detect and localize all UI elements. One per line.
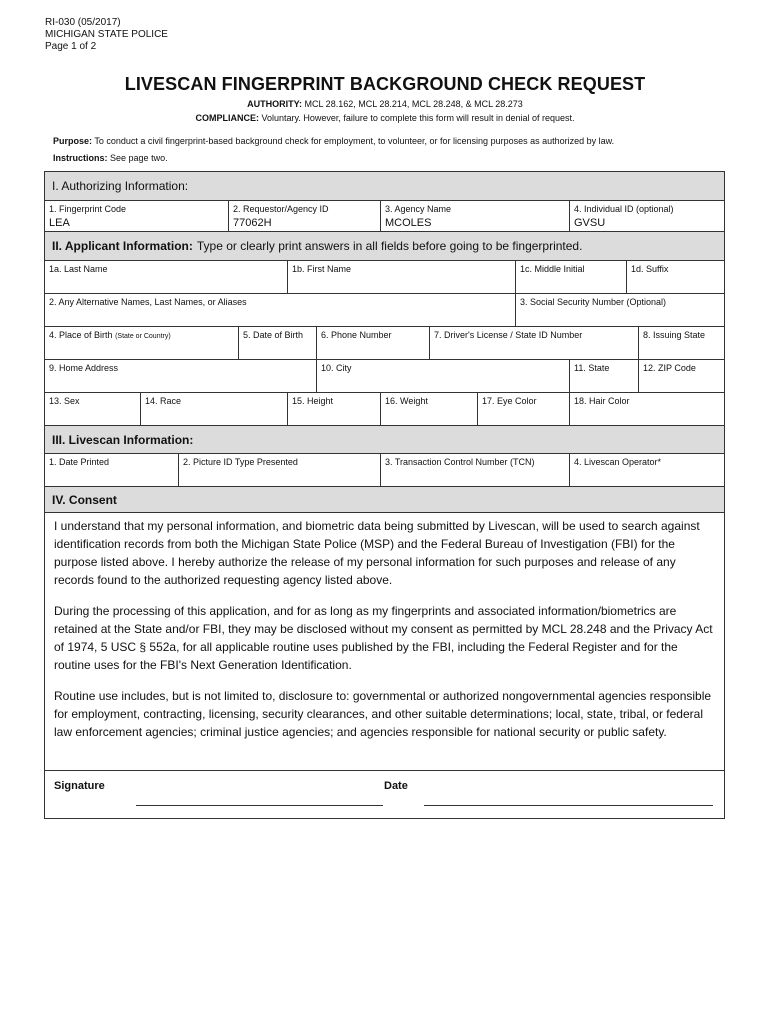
form-header — [45, 17, 168, 53]
form-number: RI-030 (05/2017) — [45, 17, 121, 28]
signature-row — [45, 770, 724, 818]
compliance-line: COMPLIANCE: Voluntary. However, failure to complete this form will result in denial of request. — [195, 113, 575, 123]
page-number: Page 1 of 2 — [45, 41, 97, 52]
consent-paragraph-2: During the processing of this application, and for as long as my fingerprints and associated information/biometrics are retained at the State and/or FBI, they may be disclosed without my consent as permitted by MCL 28.248 and the Privacy Act of 1974, 5 USC § 552a, for all applicable routine uses published by the FBI, including the Federal Register and for the routine uses for the FBI's Next Generation Identification. — [54, 604, 713, 672]
livescan-operator-field[interactable]: 4. Livescan Operator* — [574, 457, 662, 467]
weight-field[interactable]: 16. Weight — [381, 393, 478, 425]
eye-color-field[interactable]: 17. Eye Color — [478, 393, 570, 425]
ssn-field[interactable]: 3. Social Security Number (Optional) — [520, 297, 667, 307]
last-name-field[interactable]: 1a. Last Name — [45, 261, 288, 293]
issuing-state-field[interactable]: 8. Issuing State — [643, 330, 706, 340]
state-field[interactable]: 11. State — [570, 360, 639, 392]
consent-paragraph-3: Routine use includes, but is not limited to, disclosure to: governmental or authorized nongovernmental agencies responsible for employment, contracting, licensing, security clearances, and other suitable determinations; local, state, tribal, or federal law enforcement agencies; criminal justice agencies; and agencies responsible for national security or public safety. — [54, 689, 712, 739]
purpose-line: Purpose: To conduct a civil fingerprint-based background check for employment, to volunteer, or for licensing purposes as authorized by law. — [53, 136, 615, 146]
tcn-field[interactable]: 3. Transaction Control Number (TCN) — [381, 454, 570, 486]
agency-name-field[interactable]: 3. Agency Name MCOLES — [381, 201, 570, 231]
authority-line: AUTHORITY: MCL 28.162, MCL 28.214, MCL 28.248, & MCL 28.273 — [247, 99, 523, 109]
section-applicant-header: II. Applicant Information: Type or clearly print answers in all fields before going to be fingerprinted. — [45, 232, 724, 261]
requestor-agency-id-field[interactable]: 2. Requestor/Agency ID 77062H — [229, 201, 381, 231]
agency-name-value: MCOLES — [385, 217, 432, 229]
applicant-row-4 — [45, 360, 724, 393]
date-of-birth-field[interactable]: 5. Date of Birth — [239, 327, 317, 359]
applicant-row-5 — [45, 393, 724, 426]
alternative-names-field[interactable]: 2. Any Alternative Names, Last Names, or Aliases — [45, 294, 516, 326]
fingerprint-code-field[interactable]: 1. Fingerprint Code LEA — [45, 201, 229, 231]
applicant-row-2 — [45, 294, 724, 327]
authorizing-row — [45, 201, 724, 232]
middle-initial-field[interactable]: 1c. Middle Initial — [516, 261, 627, 293]
signature-line[interactable] — [136, 805, 383, 806]
race-field[interactable]: 14. Race — [141, 393, 288, 425]
date-label: Date — [384, 780, 408, 792]
first-name-field[interactable]: 1b. First Name — [288, 261, 516, 293]
individual-id-value: GVSU — [574, 217, 606, 229]
instructions-line: Instructions: See page two. — [53, 153, 168, 163]
sex-field[interactable]: 13. Sex — [45, 393, 141, 425]
picture-id-type-field[interactable]: 2. Picture ID Type Presented — [179, 454, 381, 486]
place-of-birth-field[interactable]: 4. Place of Birth (State or Country) — [45, 327, 239, 359]
livescan-row — [45, 454, 724, 487]
fingerprint-code-value: LEA — [49, 217, 70, 229]
individual-id-field[interactable]: 4. Individual ID (optional) GVSU — [574, 204, 674, 229]
date-printed-field[interactable]: 1. Date Printed — [45, 454, 179, 486]
phone-number-field[interactable]: 6. Phone Number — [317, 327, 430, 359]
section-consent-header: IV. Consent — [45, 487, 724, 513]
zip-code-field[interactable]: 12. ZIP Code — [643, 363, 696, 373]
drivers-license-field[interactable]: 7. Driver's License / State ID Number — [430, 327, 639, 359]
signature-label: Signature — [54, 780, 105, 792]
applicant-row-1 — [45, 261, 724, 294]
home-address-field[interactable]: 9. Home Address — [45, 360, 317, 392]
page-title: LIVESCAN FINGERPRINT BACKGROUND CHECK REQUEST — [124, 74, 646, 94]
consent-paragraph-1: I understand that my personal information, and biometric data being submitted by Livescan, will be used to search against identification records from both the Michigan State Police (MSP) and the Federal Bureau of Investigation (FBI) for the purpose listed above. I hereby authorize the release of my personal information for such purposes and release of any records found to the authorized requesting agency listed above. — [54, 519, 700, 587]
height-field[interactable]: 15. Height — [288, 393, 381, 425]
city-field[interactable]: 10. City — [317, 360, 570, 392]
section-authorizing-header: I. Authorizing Information : — [45, 172, 724, 201]
hair-color-field[interactable]: 18. Hair Color — [574, 396, 630, 406]
form-table — [44, 171, 725, 819]
consent-text — [54, 517, 714, 754]
applicant-row-3 — [45, 327, 724, 360]
requestor-agency-id-value: 77062H — [233, 217, 272, 229]
suffix-field[interactable]: 1d. Suffix — [631, 264, 669, 274]
date-line[interactable] — [424, 805, 713, 806]
agency-name: MICHIGAN STATE POLICE — [45, 29, 168, 40]
section-livescan-header: III. Livescan Information: — [45, 426, 724, 454]
